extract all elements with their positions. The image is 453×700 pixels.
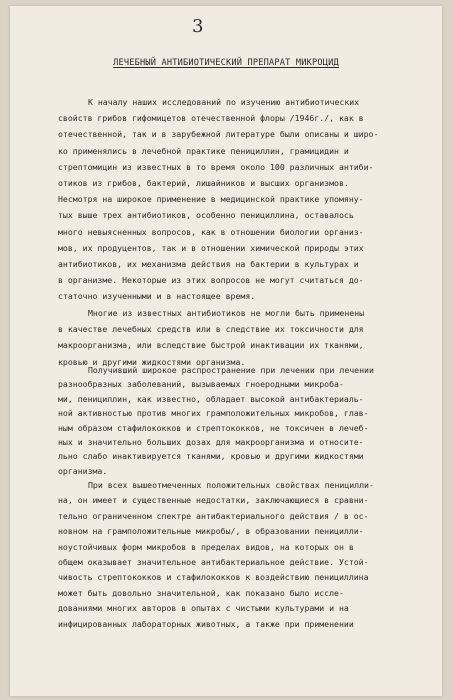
text-line: К началу наших исследований по изучению антибиотических	[88, 97, 360, 107]
text-line: тельно ограниченном спектре антибактериального действия / в ос-	[58, 510, 369, 521]
text-line: в организме. Некоторые из этих вопросов не могут считаться до-	[58, 275, 364, 286]
text-line: может быть довольно значительной, как показано было иссле-	[58, 587, 344, 598]
text-line: разнообразных заболеваний, вызываемых гноеродными микроба-	[58, 379, 344, 390]
text-line: много невыясненных вопросов, как в отношении биологии организ-	[58, 226, 364, 237]
text-line: в качестве лечебных средств или в следствие их токсичности для	[58, 324, 364, 335]
text-line: ко применялись в лечебной практике пенициллин, грамицидин и	[58, 145, 349, 156]
text-line: свойств грибов гифомицетов отечественной флоры /1946г./, как в	[58, 113, 364, 124]
text-line: Получивший широкое распространение при лечении при лечении	[88, 365, 374, 375]
text-line: отиков из грибов, бактерий, лишайников и высших организмов.	[58, 178, 349, 188]
text-line: ми, пенициллин, как известно, обладает высокой антибактериаль-	[58, 393, 364, 404]
text-line: льно слабо инактивируется тканями, кровью и другими жидкостями	[58, 451, 364, 462]
document-page	[10, 6, 442, 696]
text-line: отечественной, так и в зарубежной литературе были описаны и широ-	[58, 129, 379, 140]
text-line: инфицированных лабораторных животных, а также при применении	[58, 618, 354, 629]
text-line: кровью и другими жидкостями организма.	[58, 356, 246, 367]
text-line: Несмотря на широкое применение в медицинской практике упомяну-	[58, 194, 364, 205]
text-line: на, он имеет и существенные недостатки, заключающиеся в сравни-	[58, 495, 369, 506]
text-line: При всех вышеотмеченных положительных свойствах пеницилли-	[88, 480, 374, 490]
text-line: статочно изученными и в настоящее время.	[58, 291, 256, 302]
text-line: ных и значительно больших дозах для макроорганизма и относите-	[58, 437, 364, 447]
text-line: антибиотиков, их механизма действия на бактерии в культурах и	[58, 259, 359, 269]
document-title: ЛЕЧЕБНЫЙ АНТИБИОТИЧЕСКИЙ ПРЕПАРАТ МИКРОЦИД	[113, 58, 339, 68]
text-line: ным образом стафилококков и стрептококков, не токсичен в лечеб-	[58, 422, 369, 433]
text-line: стрептомицин из известных в то время около 100 различных антиби-	[58, 161, 374, 172]
text-line: новном на грамположительные микробы/, в образовании пеницилли-	[58, 526, 364, 537]
text-line: мов, их продуцентов, так и в отношении химической природы этих	[58, 242, 364, 253]
text-line: тых выше трех антибиотиков, особенно пенициллина, оставалось	[58, 210, 354, 221]
text-line: макроорганизма, или вследствие быстрой инактивации их тканями,	[58, 340, 364, 351]
page-number: 3	[192, 16, 204, 37]
text-line: дованиями многих авторов в опытах с чистыми культурами и на	[58, 603, 349, 614]
text-line: чивость стрептококков и стафилококков к воздействию пенициллина	[58, 572, 369, 583]
text-line: Многие из известных антибиотиков не могли быть применены	[88, 308, 365, 318]
text-line: организма.	[58, 465, 108, 476]
text-line: общем оказывает значительное антибактериальное действие. Устой-	[58, 557, 369, 567]
text-line: ноустойчивых форм микробов в пределах видов, на которых он в	[58, 541, 354, 552]
text-line: ной активностью против многих грамположительных микробов, глав-	[58, 408, 369, 419]
